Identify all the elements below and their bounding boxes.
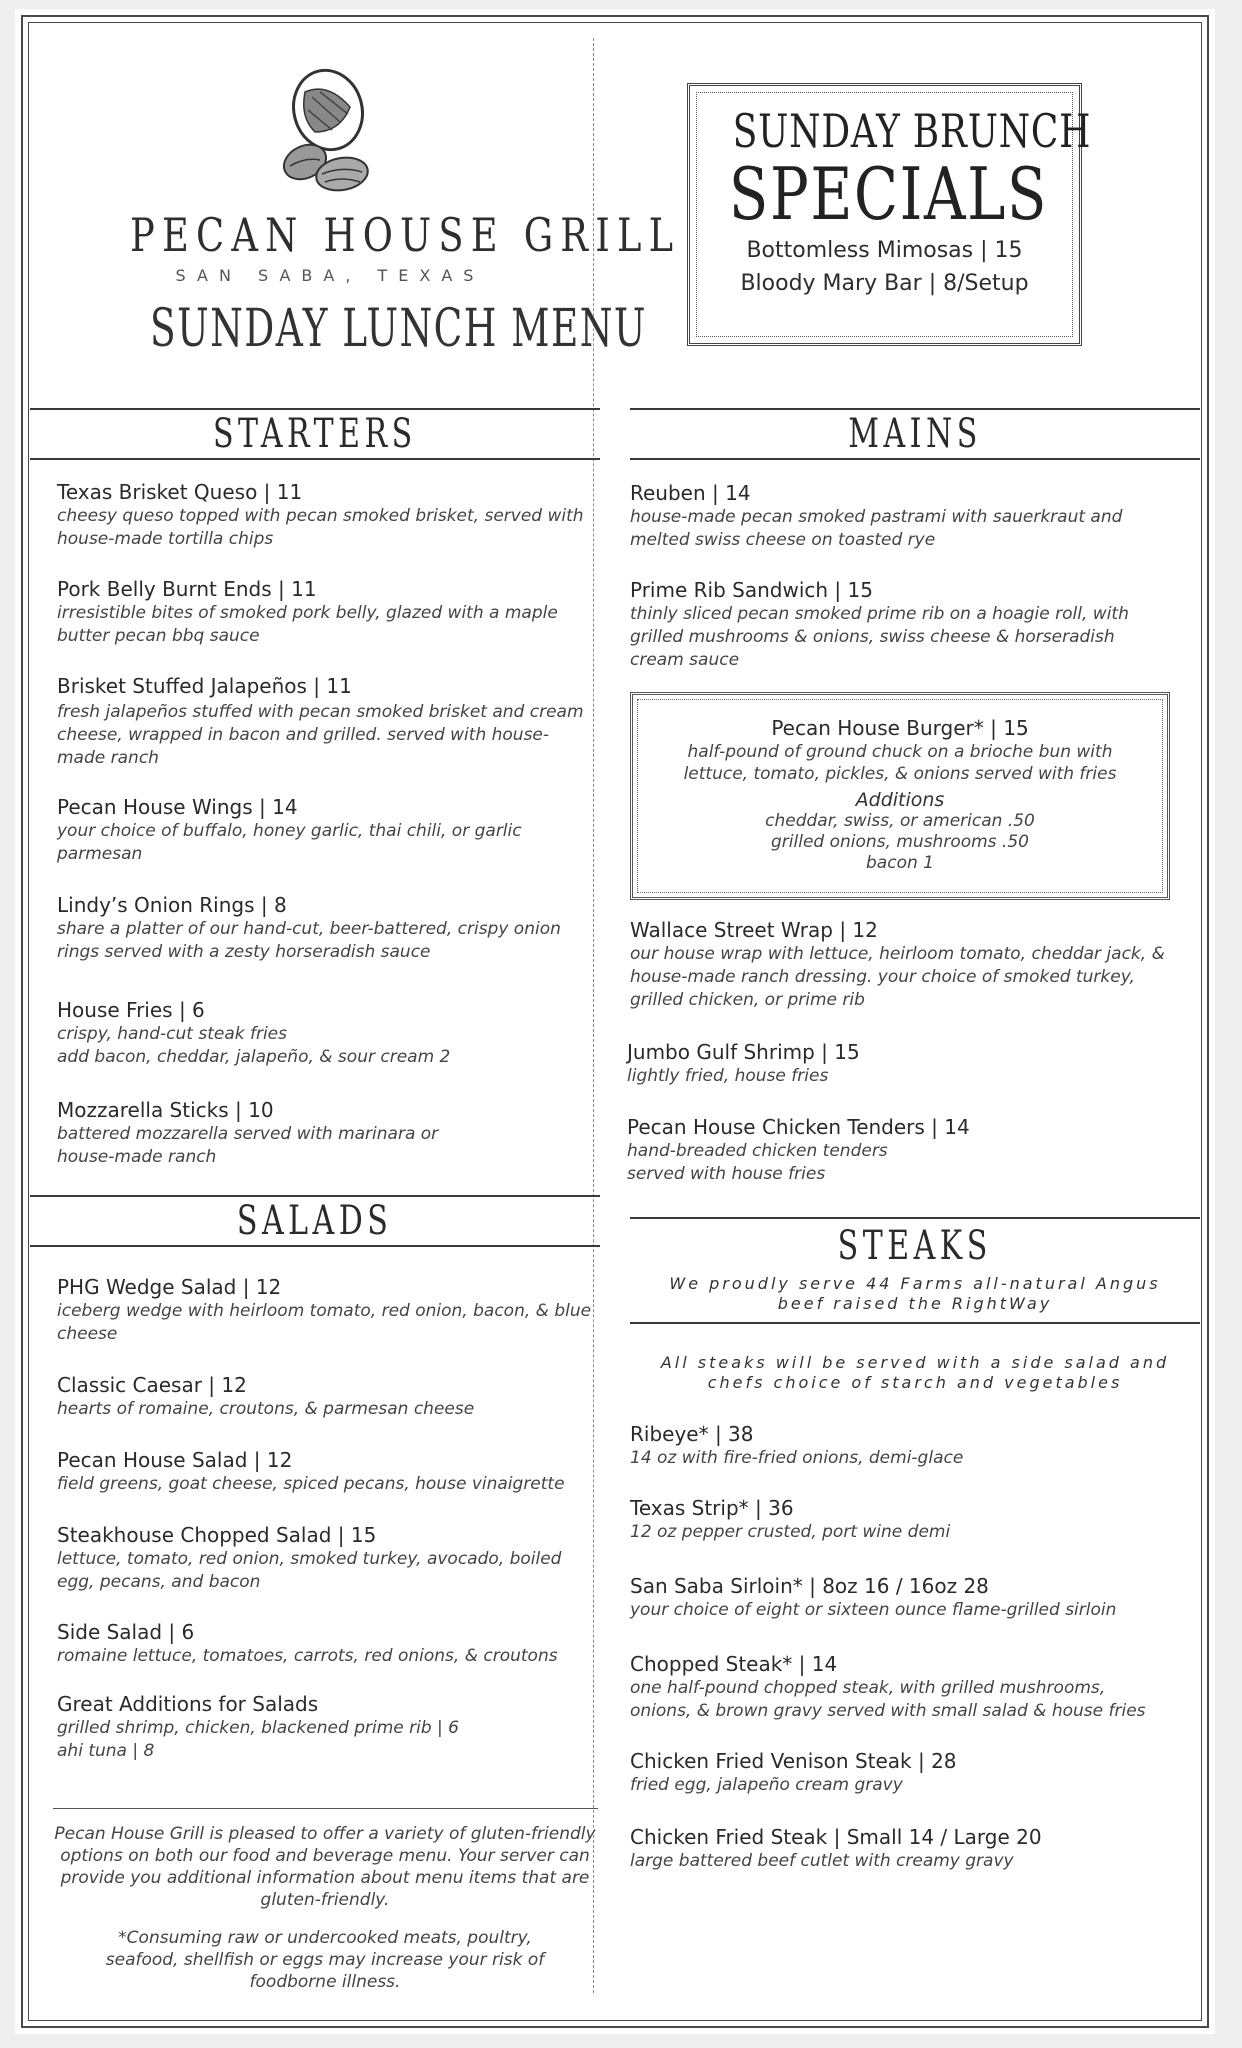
logo-block <box>80 62 681 359</box>
steaks-heading: STEAKS <box>837 1223 993 1269</box>
restaurant-location: SAN SABA, TEXAS <box>175 266 485 285</box>
addition-item: grilled onions, mushrooms .50 <box>771 832 1029 852</box>
salads-heading: SALADS <box>30 1195 600 1247</box>
menu-item: Steakhouse Chopped Salad | 15 lettuce, tomato, red onion, smoked turkey, avocado, boiled egg, pecans, and bacon <box>57 1523 562 1592</box>
burger-title: Pecan House Burger* | 15 <box>771 716 1029 740</box>
menu-item: Reuben | 14 house-made pecan smoked pastrami with sauerkraut and melted swiss cheese on toasted rye <box>630 481 1123 550</box>
brunch-item: Bloody Mary Bar | 8/Setup <box>740 271 1029 296</box>
menu-item: Pecan House Salad | 12 field greens, goat cheese, spiced pecans, house vinaigrette <box>57 1448 565 1494</box>
menu-item: Wallace Street Wrap | 12 our house wrap with lettuce, heirloom tomato, cheddar jack, & house-made ranch dressing. your choice of smoked turkey, grilled chicken, or prime rib <box>630 918 1165 1010</box>
steaks-rule <box>630 1322 1200 1324</box>
menu-item: Chicken Fried Steak | Small 14 / Large 20 large battered beef cutlet with creamy gravy <box>630 1825 1042 1871</box>
menu-item: Mozzarella Sticks | 10 battered mozzarella served with marinara or house-made ranch <box>57 1098 439 1167</box>
menu-title: SUNDAY LUNCH MENU <box>150 299 647 359</box>
menu-item: Pecan House Wings | 14 your choice of buffalo, honey garlic, thai chili, or garlic parmesan <box>57 795 522 864</box>
menu-item: Texas Strip* | 36 12 oz pepper crusted, port wine demi <box>630 1496 951 1542</box>
addition-item: cheddar, swiss, or american .50 <box>765 811 1035 831</box>
starters-heading: STARTERS <box>30 408 600 460</box>
steaks-top-rule <box>630 1217 1200 1219</box>
pecan-logo-icon <box>270 62 390 202</box>
menu-item: House Fries | 6 crispy, hand-cut steak fries add bacon, cheddar, jalapeño, & sour cream 2 <box>57 998 451 1067</box>
gluten-note: Pecan House Grill is pleased to offer a variety of gluten-friendly options on both our food and beverage menu. Your server can provide you additional information about menu items that are gluten-friendly. <box>54 1824 596 1910</box>
burger-feature-box <box>630 692 1170 900</box>
menu-item: Pork Belly Burnt Ends | 11 irresistible bites of smoked pork belly, glazed with a maple butter pecan bbq sauce <box>57 577 558 646</box>
menu-item: Lindy’s Onion Rings | 8 share a platter of our hand-cut, beer-battered, crispy onion rings served with a zesty horseradish sauce <box>57 893 561 962</box>
menu-item: Pecan House Chicken Tenders | 14 hand-breaded chicken tenders served with house fries <box>627 1115 970 1184</box>
mains-heading: MAINS <box>630 408 1200 460</box>
additions-heading: Additions <box>855 789 945 811</box>
restaurant-name: PECAN HOUSE GRILL <box>130 208 681 262</box>
menu-item: Texas Brisket Queso | 11 cheesy queso topped with pecan smoked brisket, served with house-made tortilla chips <box>57 480 584 549</box>
menu-item: San Saba Sirloin* | 8oz 16 / 16oz 28 your choice of eight or sixteen ounce flame-grilled sirloin <box>630 1574 1117 1620</box>
menu-item: Brisket Stuffed Jalapeños | 11 fresh jalapeños stuffed with pecan smoked brisket and cream cheese, wrapped in bacon and grilled. served with house-made ranch <box>57 674 584 768</box>
addition-item: bacon 1 <box>866 853 934 873</box>
menu-item: Classic Caesar | 12 hearts of romaine, croutons, & parmesan cheese <box>57 1373 475 1419</box>
menu-item: Chicken Fried Venison Steak | 28 fried egg, jalapeño cream gravy <box>630 1749 957 1795</box>
brunch-specials-box <box>687 83 1092 346</box>
menu-item: Great Additions for Salads grilled shrimp, chicken, blackened prime rib | 6 ahi tuna | 8 <box>57 1692 459 1761</box>
menu-item: Side Salad | 6 romaine lettuce, tomatoes, carrots, red onions, & croutons <box>57 1620 558 1666</box>
menu-item: Ribeye* | 38 14 oz with fire-fried onions, demi-glace <box>630 1422 964 1468</box>
brunch-heading: SUNDAY BRUNCH <box>732 104 1092 158</box>
angus-beef-note: We proudly serve 44 Farms all-natural Angus beef raised the RightWay <box>669 1274 1161 1313</box>
menu-item: Chopped Steak* | 14 one half-pound chopped steak, with grilled mushrooms, onions, & brown gravy served with small salad & house fries <box>630 1652 1146 1721</box>
specials-heading: SPECIALS <box>728 152 1049 236</box>
menu-item: PHG Wedge Salad | 12 iceberg wedge with heirloom tomato, red onion, bacon, & blue cheese <box>57 1275 592 1344</box>
menu-item: Prime Rib Sandwich | 15 thinly sliced pecan smoked prime rib on a hoagie roll, with grilled mushrooms & onions, swiss cheese & horseradish cream sauce <box>630 578 1129 670</box>
brunch-item: Bottomless Mimosas | 15 <box>746 238 1023 263</box>
burger-description: half-pound of ground chuck on a brioche bun with lettuce, tomato, pickles, & onions served with fries <box>683 742 1117 784</box>
footer-rule <box>53 1808 598 1809</box>
consumption-warning: *Consuming raw or undercooked meats, poultry, seafood, shellfish or eggs may increase your risk of foodborne illness. <box>105 1928 545 1992</box>
menu-item: Jumbo Gulf Shrimp | 15 lightly fried, house fries <box>627 1040 860 1086</box>
steak-sides-note: All steaks will be served with a side salad and chefs choice of starch and vegetables <box>660 1353 1170 1392</box>
